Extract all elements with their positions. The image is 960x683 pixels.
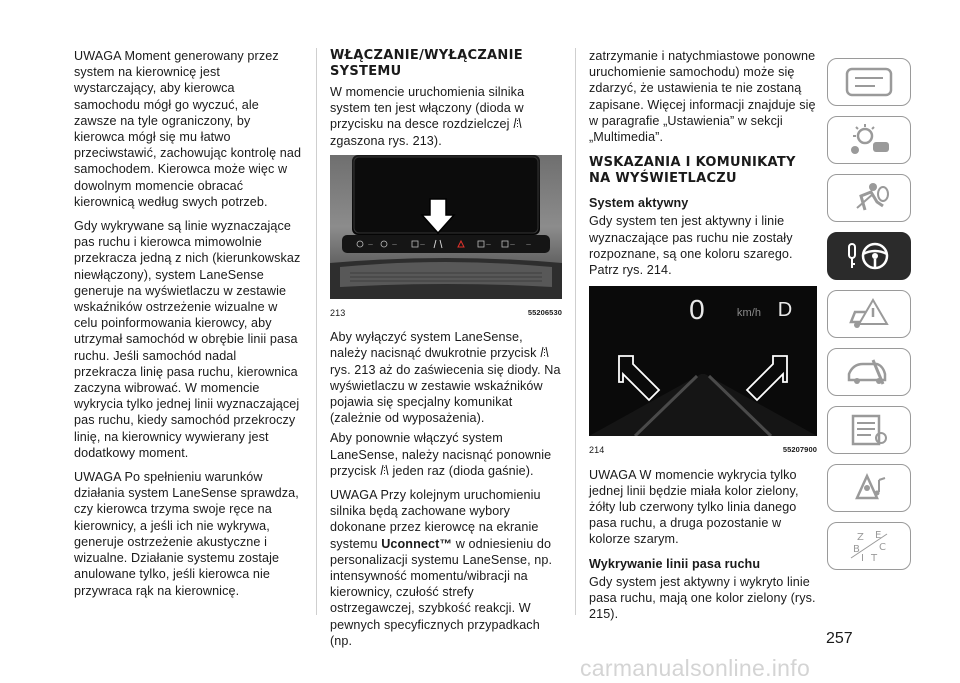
technical-data-icon [843, 412, 895, 448]
paragraph-deactivation-text: Aby wyłączyć system LaneSense, należy nacisnąć dwukrotnie przycisk [330, 330, 537, 361]
svg-text:—: — [368, 241, 374, 248]
svg-text:—: — [486, 241, 492, 248]
page-number: 257 [826, 630, 853, 647]
section-heading-display: WSKAZANIA I KOMUNIKATY NA WYŚWIETLACZU [589, 155, 796, 187]
section-heading-on-off: WŁĄCZANIE/WYŁĄCZANIE SYSTEMU [330, 48, 523, 79]
paragraph-system-active: Gdy system ten jest aktywny i linie wyznaczające pas ruchu nie zostały rozpoznane, są one koloru szarego. Patrz rys. 214. [589, 214, 793, 278]
lane-assist-button-icon [380, 464, 389, 476]
dashboard-icon [843, 64, 895, 100]
paragraph-deactivation-text-2: rys. 213 aż do zaświecenia się diody. Na wyświetlaczu w zestawie wskaźników pojawia się specjalny komunikat (zależnie od wyposażenia). [330, 362, 561, 426]
tab-maintenance[interactable] [827, 348, 911, 396]
subheading-system-active: System aktywny [589, 196, 689, 211]
paragraph-reactivation-text-2: jeden raz (dioda gaśnie). [392, 463, 534, 478]
svg-text:C: C [879, 542, 886, 553]
lane-assist-button-icon [540, 346, 549, 358]
svg-text:T: T [871, 553, 878, 564]
svg-text:B: B [853, 544, 860, 555]
display-speed: 0 [689, 294, 705, 326]
paragraph-continued: zatrzymanie i natychmiastowe ponowne uruchomienie samochodu) może się zdarzyć, że ustawienia te nie zostaną zapisane. Więcej informacji znajduje się w paragrafie „Ustawienia” w sekcji „Multimedia”. [589, 49, 816, 145]
paragraph-lane-crossing: Gdy wykrywane są linie wyznaczające pas ruchu i kierowca mimowolnie przekracza jedną z nich (kierunkowskaz niewłączony), system LaneSense generuje na wyświetlaczu w zestawie wskaźników ostrzeżenie wizualne w celu poinformowania kierowcy, aby utrzymał samochód w obrębie linii pasa ruchu. Jeśli samochód nadal przekracza linię pasa ruchu, kierownica zaczyna wibrować. W momencie wykrycia tylko jednej linii wyznaczającej pas ruchu, kiedy samochód przekroczy linię, na kierownicy wywierany jest dodatkowy moment. [74, 219, 301, 460]
steering-wheel-key-icon [843, 238, 895, 274]
paragraph-note-torque: UWAGA Moment generowany przez system na kierownicę jest wystarczający, aby kierowca samochodu mógł go wyczuć, ale zawsze na tyle ograniczony, by kierowca mógł się mu łatwo przeciwstawić, zachowując kontrolę nad samochodem. Kierowca może więc w dowolnym momencie obracać kierownicą według swych potrzeb. [74, 49, 302, 209]
tab-index[interactable] [827, 522, 911, 570]
svg-text:—: — [420, 241, 426, 248]
paragraph-deactivation [330, 329, 562, 426]
display-unit: km/h [736, 307, 762, 320]
watermark: carmanualsonline.info [580, 655, 811, 681]
svg-text:E: E [875, 530, 882, 541]
paragraph-activation-text: W momencie uruchomienia silnika system ten jest włączony (dioda w przycisku na desce rozdzielczej [330, 85, 525, 132]
svg-text:—: — [392, 241, 398, 248]
paragraph-activation-text-2: zgaszona rys. 213). [330, 133, 442, 148]
tab-safety[interactable] [827, 174, 911, 222]
multimedia-icon [843, 470, 895, 506]
svg-text:Z: Z [857, 532, 864, 543]
column-divider [316, 48, 317, 615]
paragraph-lane-detection: Gdy system jest aktywny i wykryto linie pasa ruchu, mają one kolor zielony (rys. 215). [589, 574, 816, 622]
tab-driving[interactable] [827, 232, 911, 280]
column-divider [575, 48, 576, 615]
paragraph-note-hands: UWAGA Po spełnieniu warunków działania system LaneSense sprawdza, czy kierowca trzyma swoje ręce na kierownicy, a jeśli ich nie wykrywa, generuje ostrzeżenie akustyczne i wizualne. Działanie systemu zostaje anulowane tylko, jeśli kierowca nie przywraca rąk na kierownicę. [74, 470, 299, 598]
figure-number: 214 [589, 445, 605, 456]
index-icon [843, 528, 895, 564]
dashboard-button-photo [330, 155, 562, 299]
tab-emergency[interactable] [827, 290, 911, 338]
lights-icon [843, 122, 895, 158]
svg-text:—: — [526, 241, 532, 248]
lane-assist-button-icon [513, 117, 522, 129]
column-3 [589, 48, 817, 630]
paragraph-activation [330, 84, 562, 149]
cluster-display-image [589, 286, 817, 436]
tab-technical-data[interactable] [827, 406, 911, 454]
seat-airbag-icon [843, 180, 895, 216]
column-1 [74, 48, 302, 607]
chapter-tabs [827, 58, 911, 580]
figure-caption [589, 442, 817, 458]
figure-213 [330, 155, 562, 321]
paragraph-note-settings-text: UWAGA Przy kolejnym uruchomieniu silnika będą zachowane wybory dokonane przez kierowcę na ekranie systemu [330, 488, 541, 551]
brand-uconnect: Uconnect™ [381, 536, 453, 551]
figure-number: 213 [330, 308, 346, 319]
paragraph-note-single-line: UWAGA W momencie wykrycia tylko jednej linii będzie miała kolor zielony, żółty lub czerwony tylko linia danego pasa ruchu, a druga pozostanie w kolorze szarym. [589, 467, 799, 547]
svg-text:—: — [510, 241, 516, 248]
tab-multimedia[interactable] [827, 464, 911, 512]
display-gear: D [777, 299, 793, 322]
paragraph-note-settings-text-2: w odniesieniu do personalizacji systemu LaneSense, np. intensywność momentu/wibracji na kierownicy, czułość strefy ostrzegawczej, szybkość reakcji. W pewnych specyficznych przypadkach (np. [330, 536, 553, 648]
paragraph-note-settings [330, 487, 562, 649]
figure-214 [589, 286, 817, 458]
tab-lights[interactable] [827, 116, 911, 164]
figure-caption [330, 305, 562, 321]
subheading-lane-detection: Wykrywanie linii pasa ruchu [589, 556, 761, 571]
tab-dashboard[interactable] [827, 58, 911, 106]
paragraph-reactivation-text: Aby ponownie włączyć system LaneSense, należy nacisnąć ponownie przycisk [330, 431, 552, 478]
warning-car-icon [843, 296, 895, 332]
column-2 [330, 48, 562, 657]
service-tools-icon [843, 354, 895, 390]
figure-code: 55207900 [782, 445, 817, 455]
paragraph-reactivation [330, 430, 562, 479]
figure-code: 55206530 [527, 308, 562, 318]
svg-text:I: I [861, 553, 864, 564]
